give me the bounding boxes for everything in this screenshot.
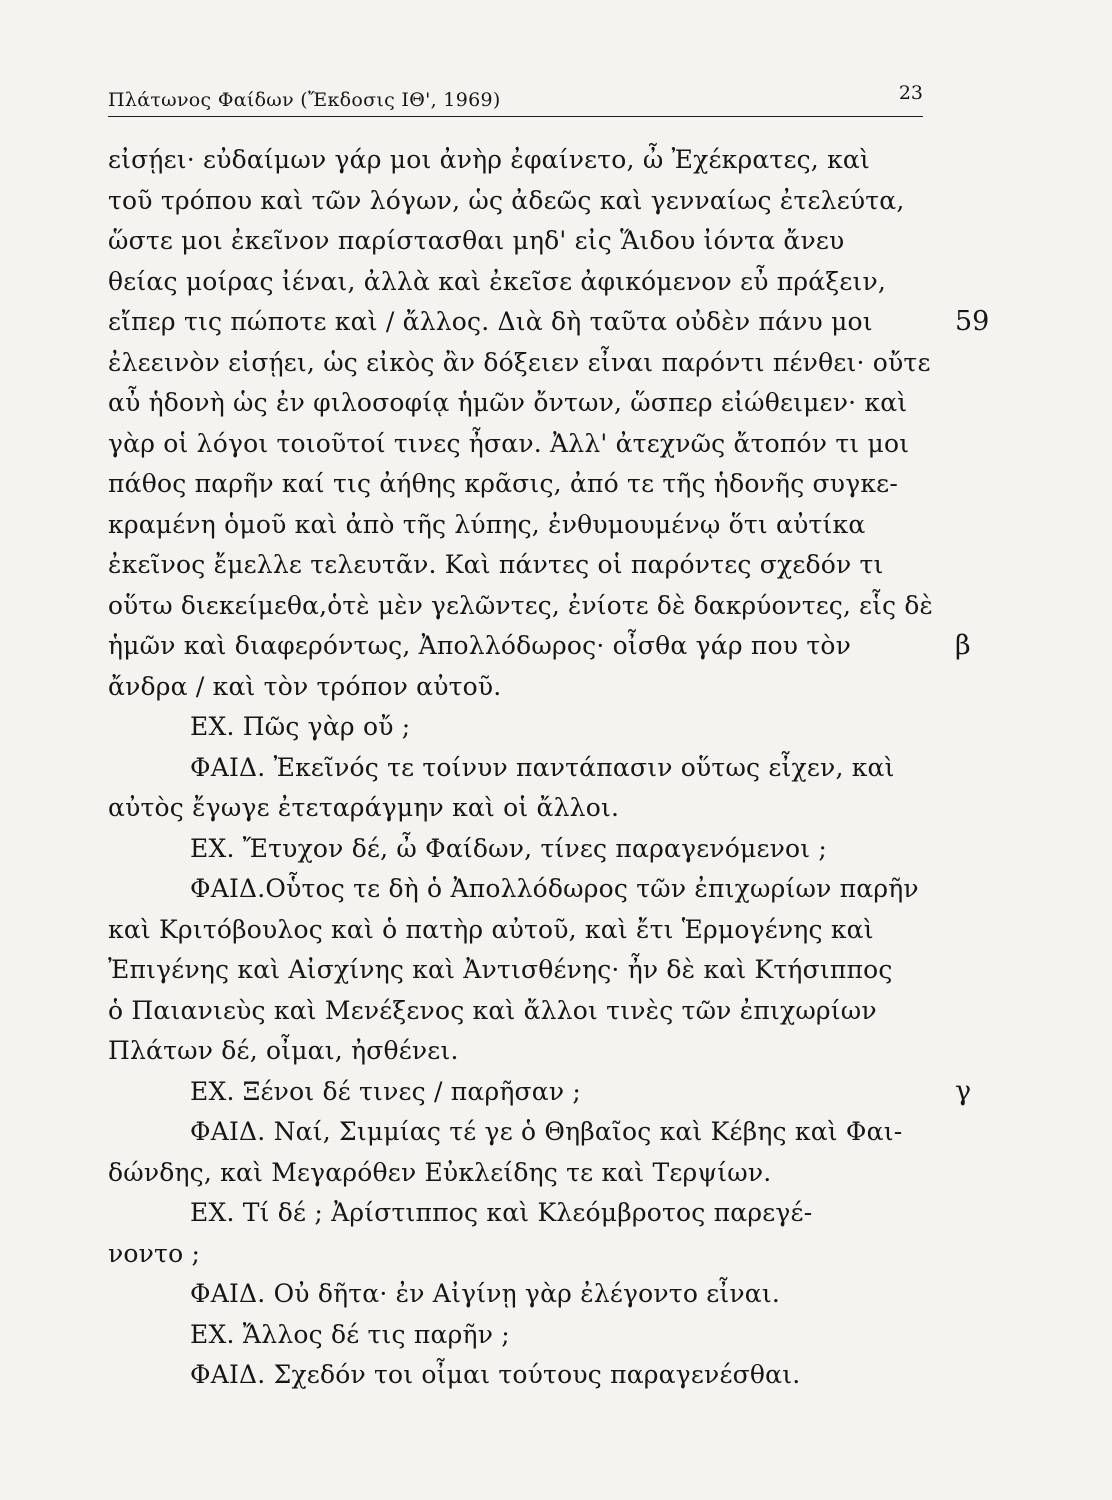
text-line: τοῦ τρόπου καὶ τῶν λόγων, ὡς ἀδεῶς καὶ γενναίως ἐτελεύτα, — [108, 185, 905, 215]
text-line: κραμένη ὁμοῦ καὶ ἀπὸ τῆς λύπης, ἐνθυμουμένῳ ὅτι αὐτίκα — [108, 509, 866, 539]
margin-reference: β — [955, 630, 971, 661]
text-line: αὐτὸς ἔγωγε ἐτεταράγμην καὶ οἱ ἄλλοι. — [108, 793, 620, 822]
text-line: εἴπερ τις πώποτε καὶ / ἄλλος. Διὰ δὴ ταῦτα οὐδὲν πάνυ μοι — [108, 307, 873, 336]
text-body — [108, 140, 933, 1396]
text-line: ΦΑΙΔ. Οὐ δῆτα· ἐν Αἰγίνῃ γὰρ ἐλέγοντο εἶναι. — [190, 1279, 781, 1308]
running-title: Πλάτωνος Φαίδων (Ἔκδοσις ΙΘ', 1969) — [108, 89, 501, 111]
page-number: 23 — [898, 82, 923, 104]
text-line: ΕΧ. Ἄλλος δέ τις παρῆν ; — [190, 1319, 510, 1349]
text-line: ΦΑΙΔ. Σχεδόν τοι οἶμαι τούτους παραγενέσθαι. — [190, 1360, 801, 1389]
margin-reference: 59 — [955, 306, 990, 337]
text-line: οὕτω διεκείμεθα,ὁτὲ μὲν γελῶντες, ἐνίοτε δὲ δακρύοντες, εἷς δὲ — [108, 590, 933, 620]
text-line: καὶ Κριτόβουλος καὶ ὁ πατὴρ αὐτοῦ, καὶ ἔτι Ἑρμογένης καὶ — [108, 914, 874, 944]
text-line: ὥστε μοι ἐκεῖνον παρίστασθαι μηδ' εἰς Ἅιδου ἰόντα ἄνευ — [108, 226, 845, 255]
text-line: ἐκεῖνος ἔμελλε τελευτᾶν. Καὶ πάντες οἱ παρόντες σχεδόν τι — [108, 550, 884, 579]
text-line: ΕΧ. Ξένοι δέ τινες / παρῆσαν ; — [190, 1076, 582, 1106]
margin-reference: γ — [955, 1075, 972, 1107]
text-line: θείας μοίρας ἰέναι, ἀλλὰ καὶ ἐκεῖσε ἀφικόμενον εὖ πράξειν, — [108, 266, 887, 296]
text-line: Ἐπιγένης καὶ Αἰσχίνης καὶ Ἀντισθένης· ἦν δὲ καὶ Κτήσιππος — [108, 955, 893, 984]
text-line: ΦΑΙΔ. Ἐκεῖνός τε τοίνυν παντάπασιν οὕτως εἶχεν, καὶ — [190, 752, 895, 782]
text-line: ΕΧ. Τί δέ ; Ἀρίστιππος καὶ Κλεόμβροτος παρεγέ- — [190, 1198, 813, 1227]
text-line: ἄνδρα / καὶ τὸν τρόπον αὐτοῦ. — [108, 671, 502, 701]
text-line: ἡμῶν καὶ διαφερόντως, Ἀπολλόδωρος· οἶσθα γάρ που τὸν — [108, 631, 851, 660]
text-line: νοντο ; — [108, 1238, 201, 1268]
running-header — [108, 82, 923, 117]
text-line: αὖ ἡδονὴ ὡς ἐν φιλοσοφίᾳ ἡμῶν ὄντων, ὥσπερ εἰώθειμεν· καὶ — [108, 388, 908, 417]
text-line: εἰσῄει· εὐδαίμων γάρ μοι ἀνὴρ ἐφαίνετο, ὦ Ἐχέκρατες, καὶ — [108, 145, 871, 174]
text-line: ὁ Παιανιεὺς καὶ Μενέξενος καὶ ἄλλοι τινὲς τῶν ἐπιχωρίων — [108, 995, 877, 1025]
text-line: Πλάτων δέ, οἶμαι, ἠσθένει. — [108, 1036, 459, 1065]
text-line: ΕΧ. Πῶς γὰρ οὔ ; — [190, 712, 411, 741]
text-line: ἐλεεινὸν εἰσῄει, ὡς εἰκὸς ἂν δόξειεν εἶναι παρόντι πένθει· οὔτε — [108, 347, 931, 377]
text-line: ΦΑΙΔ. Ναί, Σιμμίας τέ γε ὁ Θηβαῖος καὶ Κέβης καὶ Φαι- — [190, 1117, 903, 1146]
text-line: γὰρ οἱ λόγοι τοιοῦτοί τινες ἦσαν. Ἀλλ' ἀτεχνῶς ἄτοπόν τι μοι — [108, 428, 910, 458]
text-line: ΕΧ. Ἔτυχον δέ, ὦ Φαίδων, τίνες παραγενόμενοι ; — [190, 833, 828, 863]
text-line: δώνδης, καὶ Μεγαρόθεν Εὐκλείδης τε καὶ Τερψίων. — [108, 1157, 772, 1187]
text-line: ΦΑΙΔ.Οὗτος τε δὴ ὁ Ἀπολλόδωρος τῶν ἐπιχωρίων παρῆν — [190, 874, 919, 903]
text-line: πάθος παρῆν καί τις ἀήθης κρᾶσις, ἀπό τε τῆς ἡδονῆς συγκε- — [108, 469, 898, 498]
